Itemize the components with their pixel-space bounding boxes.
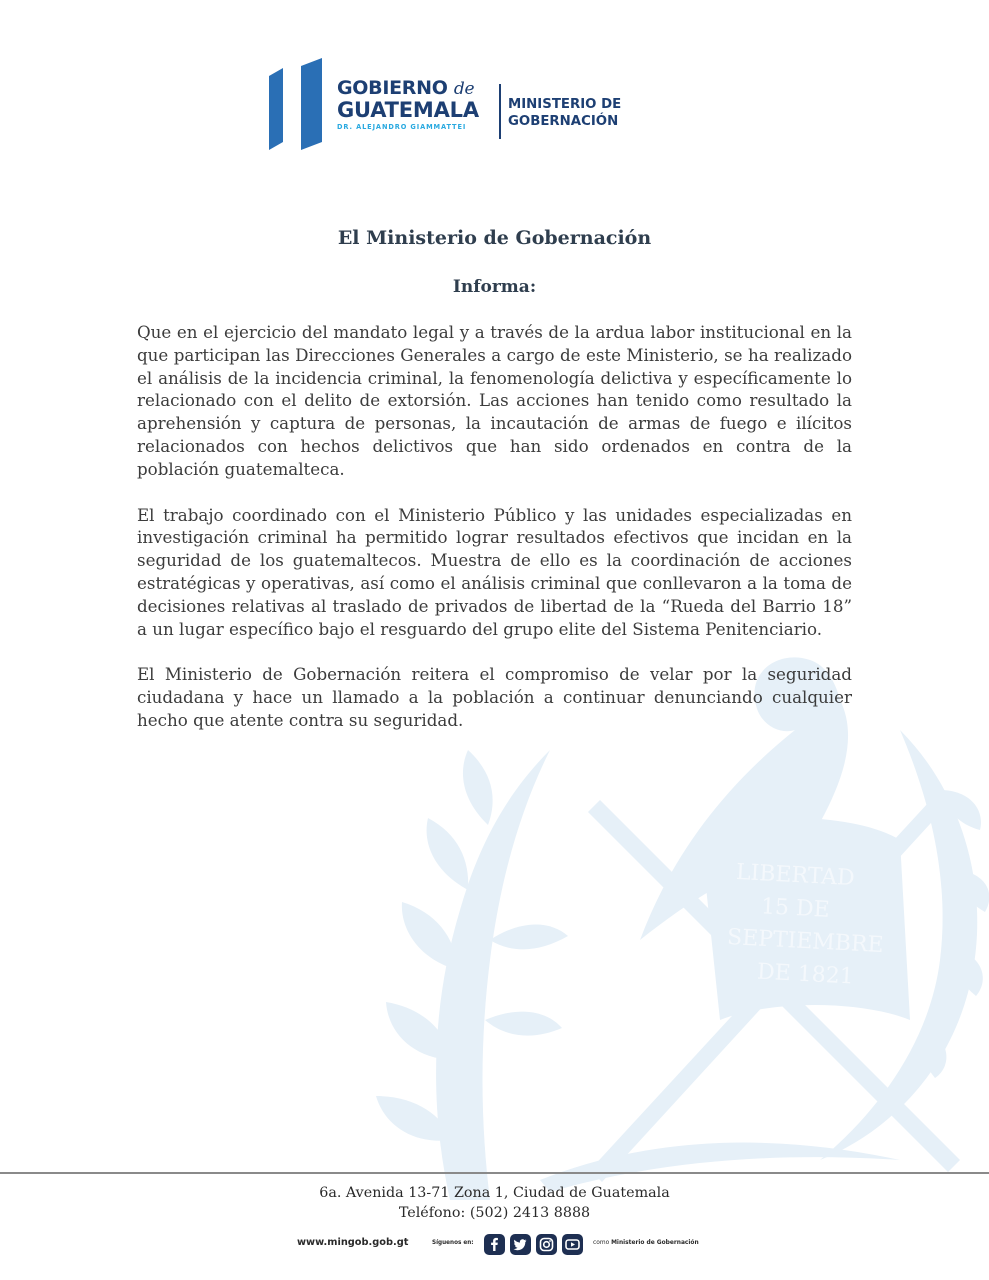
laurel-left <box>436 750 550 1200</box>
youtube-icon[interactable] <box>562 1234 583 1255</box>
paragraph: El Ministerio de Gobernación reitera el compromiso de velar por la seguridad ciudadana y hace un llamado a la población a continuar denunciando cualquier hecho que atente contra su seguridad. <box>137 664 852 730</box>
logo-ministry-line1: MINISTERIO DE <box>508 97 622 112</box>
logo-ministry-line2: GOBERNACIÓN <box>508 114 619 129</box>
document-subtitle: Informa: <box>452 277 537 297</box>
logo-president-text: DR. ALEJANDRO GIAMMATTEI <box>337 123 467 131</box>
logo-de-text: de <box>453 79 475 99</box>
logo-divider <box>499 84 501 139</box>
government-logo <box>266 58 646 154</box>
footer-address: 6a. Avenida 13-71 Zona 1, Ciudad de Guatemala <box>319 1185 670 1201</box>
paragraph: Que en el ejercicio del mandato legal y a través de la ardua labor institucional en la que participan las Direcciones Generales a cargo de este Ministerio, se ha realizado el análisis de la incidencia criminal, la fenomenología delictiva y específicamente lo relacionado con el delito de extorsión. Las acciones han tenido como resultado la aprehensión y captura de personas, la incautación de armas de fuego e ilícitos relacionados con hechos delictivos que han sido ordenados en contra de la población guatemalteca. <box>137 322 852 479</box>
watermark-text-3: SEPTIEMBRE <box>726 924 885 959</box>
watermark-text-1: LIBERTAD <box>735 859 856 892</box>
watermark-text-2: 15 DE <box>760 894 831 923</box>
logo-gobierno-text: GOBIERNO <box>337 77 448 99</box>
footer-phone: Teléfono: (502) 2413 8888 <box>398 1205 591 1221</box>
watermark-text-4: DE 1821 <box>756 959 855 990</box>
footer-divider <box>0 1172 989 1174</box>
ministry-wordmark <box>508 96 648 130</box>
gobierno-guatemala-wordmark <box>337 78 497 132</box>
instagram-icon[interactable] <box>536 1234 557 1255</box>
website-link[interactable]: www.mingob.gob.gt <box>297 1237 409 1248</box>
follow-label: Síguenos en: <box>432 1240 474 1246</box>
facebook-icon[interactable] <box>484 1234 505 1255</box>
como-name: Ministerio de Gobernación <box>611 1240 699 1246</box>
twitter-icon[interactable] <box>510 1234 531 1255</box>
document-body <box>137 321 852 755</box>
paragraph: El trabajo coordinado con el Ministerio Público y las unidades especializadas en investigación criminal ha permitido lograr resultados efectivos que incidan en la seguridad de los guatemaltecos. Muestra de ello es la coordinación de acciones estratégicas y operativas, así como el análisis criminal que conllevaron a la toma de decisiones relativas al traslado de privados de libertad de la “Rueda del Barrio 18” a un lugar específico bajo el resguardo del grupo elite del Sistema Penitenciario. <box>137 504 852 639</box>
footer-social-bar <box>297 1234 707 1256</box>
document-title: El Ministerio de Gobernación <box>337 227 652 249</box>
logo-guatemala-text: GUATEMALA <box>337 98 479 122</box>
como-prefix: como <box>593 1240 610 1246</box>
social-handle-text <box>593 1240 699 1246</box>
logo-bars-icon <box>266 58 326 154</box>
